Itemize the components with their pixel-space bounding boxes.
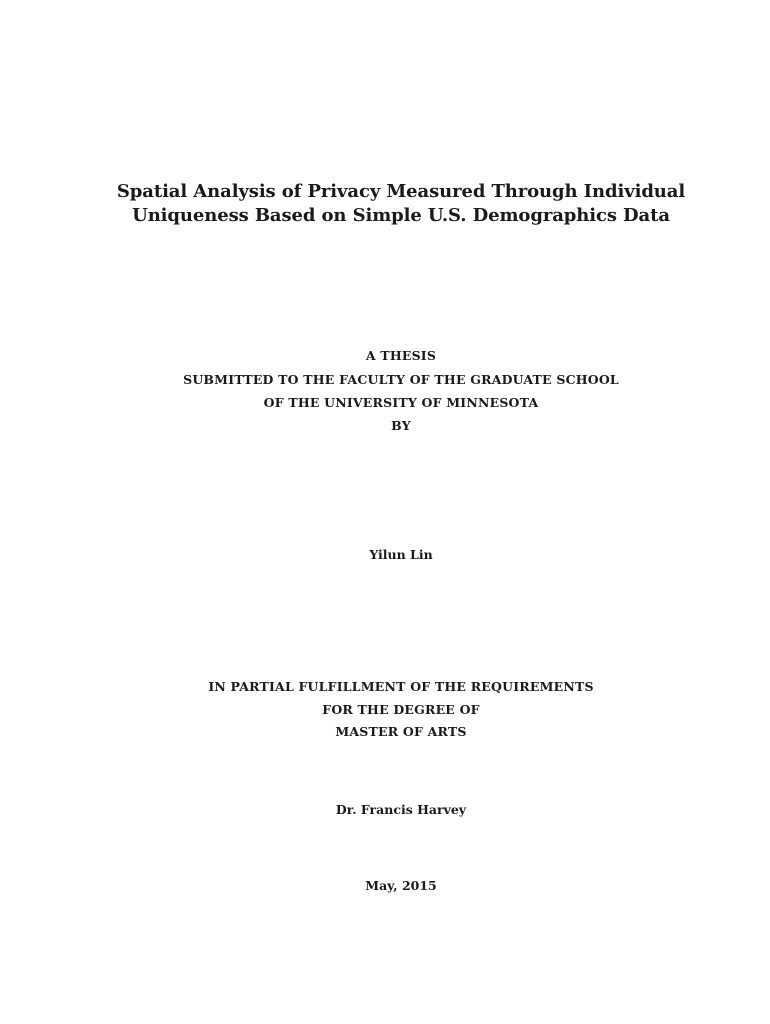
fulfillment-line-1: IN PARTIAL FULFILLMENT OF THE REQUIREMENTS: [208, 679, 594, 694]
submission-line-1: A THESIS: [365, 348, 437, 363]
submission-date: May, 2015: [365, 878, 437, 893]
thesis-title-line-2: Uniqueness Based on Simple U.S. Demographics Data: [132, 205, 670, 226]
advisor-name: Dr. Francis Harvey: [335, 802, 467, 817]
thesis-title-line-1: Spatial Analysis of Privacy Measured Through Individual: [116, 181, 686, 202]
fulfillment-line-2: FOR THE DEGREE OF: [322, 702, 480, 717]
submission-line-2: SUBMITTED TO THE FACULTY OF THE GRADUATE SCHOOL: [183, 372, 619, 387]
author-name: Yilun Lin: [369, 547, 433, 562]
submission-line-4: BY: [391, 418, 411, 433]
fulfillment-line-3: MASTER OF ARTS: [335, 724, 467, 739]
submission-line-3: OF THE UNIVERSITY OF MINNESOTA: [263, 395, 539, 410]
